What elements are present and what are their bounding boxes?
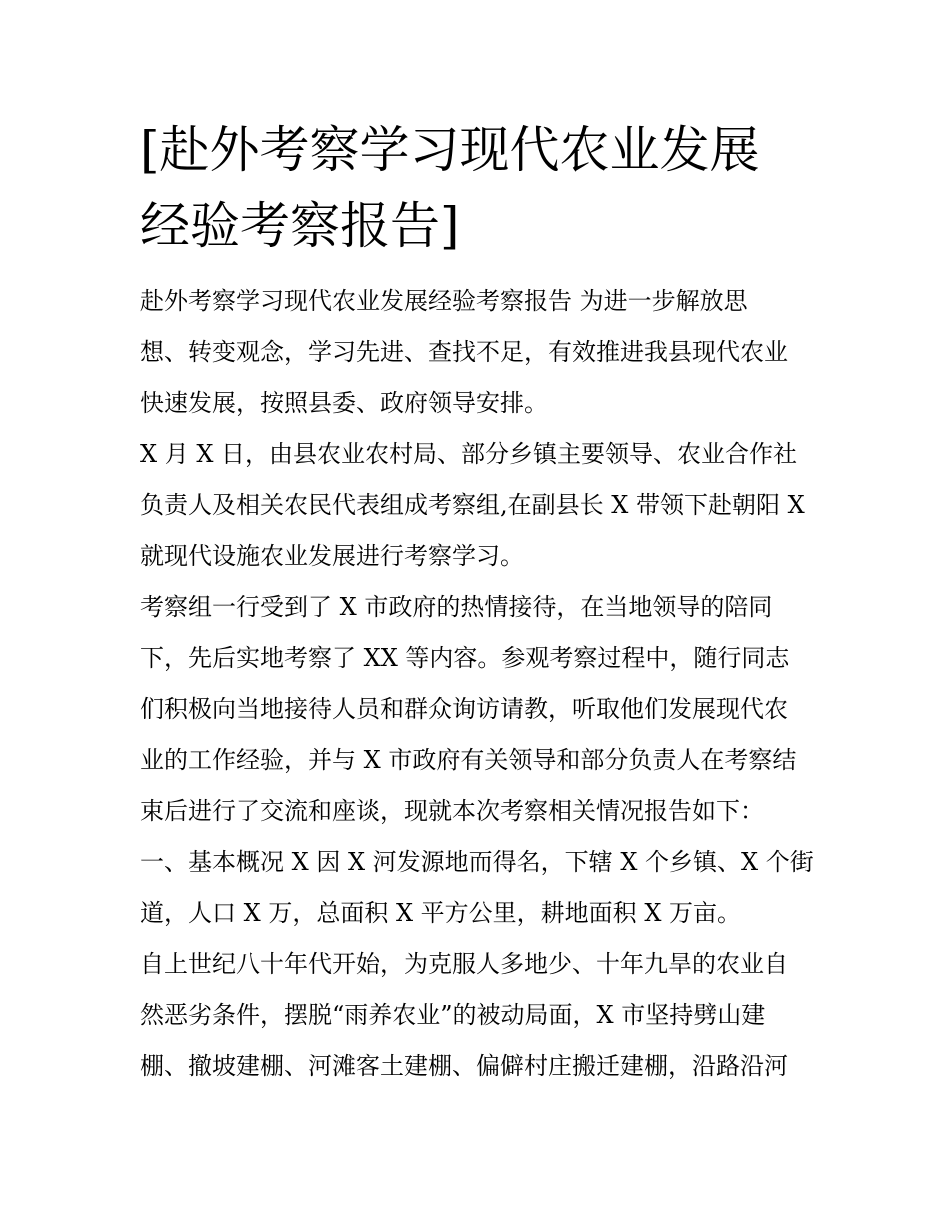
text-line: 快速发展，按照县委、政府领导安排。 (140, 389, 548, 417)
text-line: 下，先后实地考察了 XX 等内容。参观考察过程中，随行同志 (140, 644, 790, 672)
title-line-1: [赴外考察学习现代农业发展 (140, 121, 760, 179)
text-line: 束后进行了交流和座谈，现就本次考察相关情况报告如下： (140, 797, 764, 825)
text-line: 想、转变观念，学习先进、查找不足，有效推进我县现代农业 (140, 338, 788, 366)
text-line: 自上世纪八十年代开始，为克服人多地少、十年九旱的农业自 (140, 950, 788, 978)
text-line: 们积极向当地接待人员和群众询访请教，听取他们发展现代农 (140, 695, 788, 723)
text-line: 就现代设施农业发展进行考察学习。 (140, 542, 524, 570)
text-line: 一、基本概况 X 因 X 河发源地而得名，下辖 X 个乡镇、X 个街 (140, 848, 814, 876)
paragraph-history (140, 939, 820, 1092)
paragraph-delegation (140, 429, 820, 582)
text-line: 然恶劣条件，摆脱“雨养农业”的被动局面，X 市坚持劈山建 (140, 1001, 766, 1029)
text-line: 考察组一行受到了 X 市政府的热情接待，在当地领导的陪同 (140, 593, 773, 621)
text-line: 赴外考察学习现代农业发展经验考察报告 为进一步解放思 (140, 287, 748, 315)
title-line-2: 经验考察报告] (140, 197, 460, 255)
text-line: 道，人口 X 万，总面积 X 平方公里，耕地面积 X 万亩。 (140, 899, 742, 927)
text-line: X 月 X 日，由县农业农村局、部分乡镇主要领导、农业合作社 (140, 440, 798, 468)
text-line: 棚、撤坡建棚、河滩客土建棚、偏僻村庄搬迁建棚，沿路沿河 (140, 1052, 788, 1080)
paragraph-reception (140, 582, 820, 837)
text-line: 业的工作经验，并与 X 市政府有关领导和部分负责人在考察结 (140, 746, 797, 774)
paragraph-overview (140, 837, 820, 939)
document-body (140, 276, 820, 1092)
document-title (140, 112, 830, 264)
paragraph-intro (140, 276, 820, 429)
text-line: 负责人及相关农民代表组成考察组,在副县长 X 带领下赴朝阳 X (140, 491, 805, 519)
